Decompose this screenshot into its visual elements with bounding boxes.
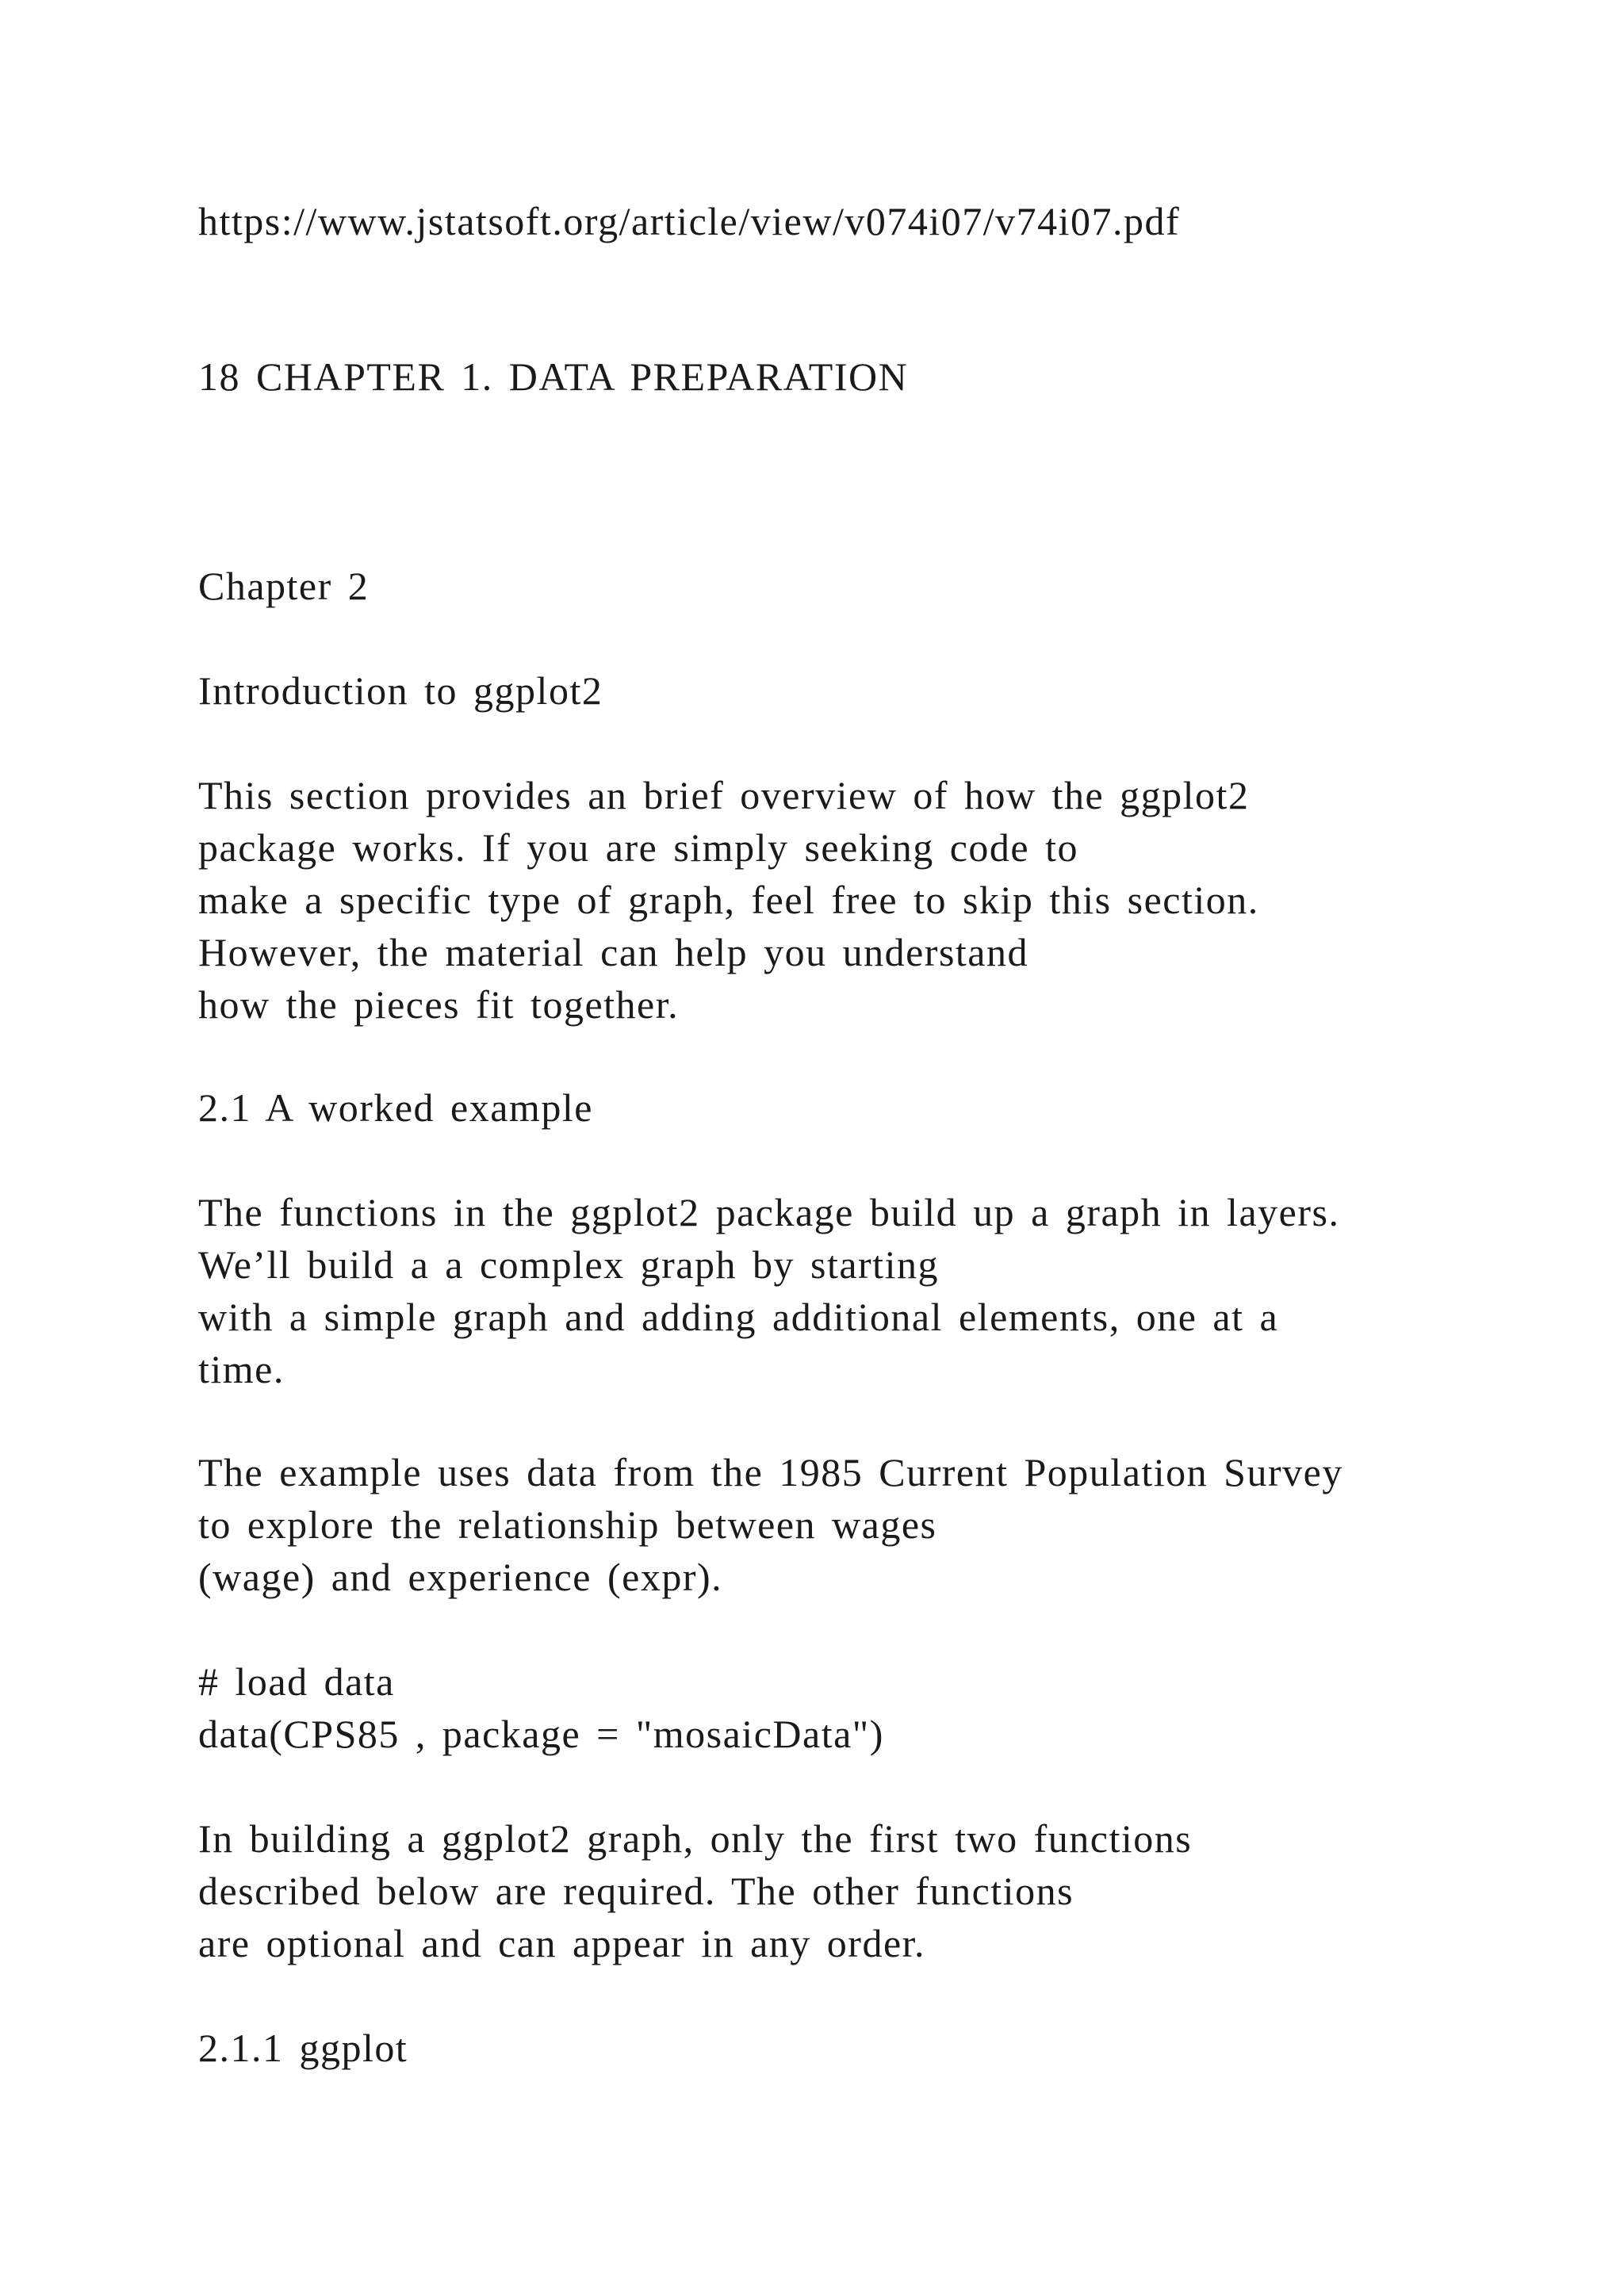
intro-line: However, the material can help you understand — [198, 930, 1028, 974]
building-paragraph — [198, 1812, 1546, 1969]
building-line: described below are required. The other functions — [198, 1869, 1074, 1913]
intro-line: package works. If you are simply seeking code to — [198, 825, 1078, 870]
section-heading: 2.1 A worked example — [198, 1085, 593, 1130]
intro-line: This section provides an brief overview of how the ggplot2 — [198, 773, 1250, 817]
code-line: data(CPS85 , package = "mosaicData") — [198, 1712, 884, 1756]
building-line: are optional and can appear in any order. — [198, 1921, 926, 1965]
chapter-label: Chapter 2 — [198, 564, 370, 608]
chapter-title: Introduction to ggplot2 — [198, 668, 603, 713]
example-paragraph — [198, 1446, 1546, 1603]
worked-line: time. — [198, 1347, 285, 1391]
code-block — [198, 1655, 1546, 1760]
example-line: (wage) and experience (expr). — [198, 1555, 723, 1599]
building-line: In building a ggplot2 graph, only the first two functions — [198, 1816, 1193, 1861]
worked-line: The functions in the ggplot2 package build up a graph in layers. — [198, 1190, 1340, 1234]
source-url: https://www.jstatsoft.org/article/view/v074i07/v74i07.pdf — [198, 199, 1181, 243]
intro-line: how the pieces fit together. — [198, 982, 680, 1027]
intro-line: make a specific type of graph, feel free to skip this section. — [198, 878, 1259, 922]
subsection-heading: 2.1.1 ggplot — [198, 2026, 408, 2070]
worked-line: with a simple graph and adding additional elements, one at a — [198, 1295, 1279, 1339]
worked-example-paragraph — [198, 1186, 1546, 1395]
intro-paragraph — [198, 769, 1546, 1031]
worked-line: We’ll build a a complex graph by starting — [198, 1242, 939, 1287]
running-header: 18 CHAPTER 1. DATA PREPARATION — [198, 354, 909, 399]
example-line: The example uses data from the 1985 Current Population Survey — [198, 1450, 1343, 1494]
example-line: to explore the relationship between wages — [198, 1502, 937, 1547]
code-line: # load data — [198, 1659, 395, 1704]
